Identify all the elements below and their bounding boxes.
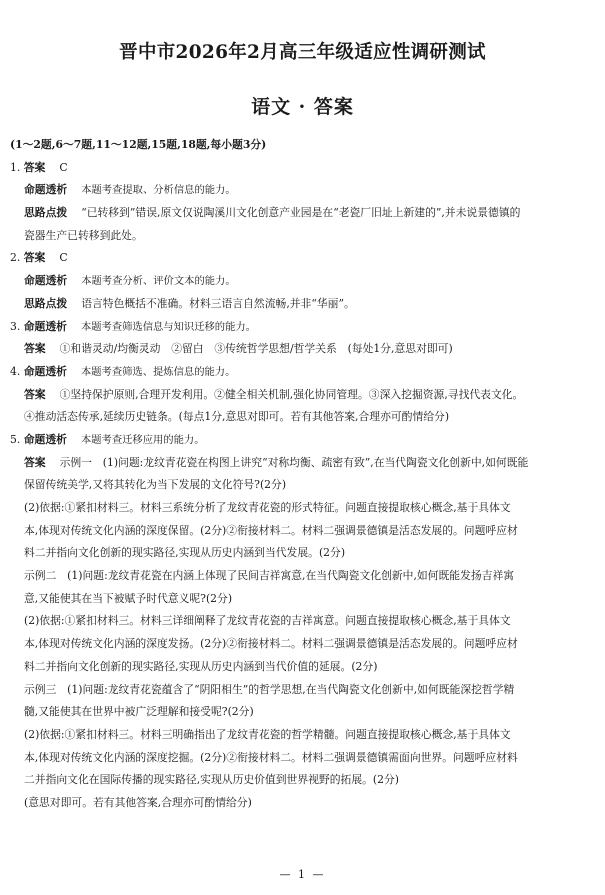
q4-number: 4. [10, 364, 21, 378]
q5-answer-line: (2)依据:①紧扣材料三。材料三详细阐释了龙纹青花瓷的吉祥寓意。问题直接提取核心概念,基于具体文 [24, 614, 511, 628]
q4-analysis-text: 本题考查筛选、提炼信息的能力。 [80, 365, 236, 378]
q2-analysis [10, 270, 594, 293]
q5-analysis-label: 命题透析 [23, 432, 67, 446]
q4-analysis [10, 361, 594, 384]
q5-answer-line: (2)依据:①紧扣材料三。材料三明确指出了龙纹青花瓷的哲学精髓。问题直接提取核心概念,基于具体文 [24, 727, 511, 741]
q3-number: 3. [10, 319, 21, 333]
q2-answer-value: C [59, 251, 68, 265]
q5-answer-line: (意思对即可。若有其他答案,合理亦可酌情给分) [24, 795, 252, 809]
q2-hint-text: 语言特色概括不准确。材料三语言自然流畅,并非“华丽”。 [81, 296, 355, 310]
q5-analysis [10, 429, 594, 452]
q1-answer-label: 答案 [23, 160, 46, 174]
q4-answer [10, 384, 594, 407]
q5-answer-line: 本,体现对传统文化内涵的深度保留。(2分)②衔接材料二。材料二强调景德镇是活态发展的。问题呼应材 [24, 523, 518, 537]
q2-hint [10, 293, 594, 316]
q4-answer-cont: ④推动活态传承,延续历史链条。(每点1分,意思对即可。若有其他答案,合理亦可酌情给分) [24, 410, 450, 424]
q1-answer-value: C [59, 160, 68, 174]
scoring-note: (1～2题,6～7题,11～12题,15题,18题,每小题3分) [10, 138, 267, 151]
q3-analysis-text: 本题考查筛选信息与知识迁移的能力。 [80, 320, 256, 333]
q5-answer-line: 本,体现对传统文化内涵的深度发扬。(2分)②衔接材料二。材料二强调景德镇是活态发展的。问题呼应材 [24, 637, 518, 651]
q2-hint-label: 思路点拨 [24, 296, 68, 310]
q4-answer-label: 答案 [24, 387, 46, 401]
q1-number: 1. [10, 160, 21, 174]
q5-answer-line: 髓,又能使其在世界中被广泛理解和接受呢?(2分) [24, 705, 254, 719]
q1-hint-label: 思路点拨 [24, 206, 68, 220]
q1-analysis [10, 179, 594, 202]
q3-analysis [10, 316, 594, 339]
q1-hint-text: “已转移到”错误,原文仅说陶溪川文化创意产业园是在“老瓷厂旧址上新建的”,并未说景德镇的 [81, 206, 521, 220]
q5-answer-line: (2)依据:①紧扣材料三。材料三系统分析了龙纹青花瓷的形式特征。问题直接提取核心概念,基于具体文 [24, 501, 511, 514]
q3-answer-label: 答案 [24, 342, 46, 356]
q2-analysis-text: 本题考查分析、评价文本的能力。 [81, 275, 236, 288]
q3-answer-text: ①和谐灵动/均衡灵动 ②留白 ③传统哲学思想/哲学关系 (每处1分,意思对即可) [59, 342, 453, 356]
q3-answer [10, 338, 594, 361]
q4-answer-text: ①坚持保护原则,合理开发利用。②健全相关机制,强化协同管理。③深入挖掘资源,寻找代表文化。 [59, 387, 524, 401]
q3-analysis-label: 命题透析 [23, 319, 67, 333]
q2-answer-label: 答案 [23, 251, 46, 265]
q5-analysis-text: 本题考查迁移应用的能力。 [80, 433, 205, 446]
q4-analysis-label: 命题透析 [23, 364, 67, 378]
answer-content [10, 134, 594, 815]
q5-answer-line: 示例二 (1)问题:龙纹青花瓷在内涵上体现了民间吉祥寓意,在当代陶瓷文化创新中,如何既能发扬吉祥寓 [24, 569, 515, 583]
page-title: 晋中市2026年2月高三年级适应性调研测试 [119, 42, 486, 63]
q1-hint-cont: 瓷器生产已转移到此处。 [24, 228, 143, 242]
page-number: — 1 — [279, 868, 326, 881]
q5-answer-line: 保留传统美学,又将其转化为当下发展的文化符号?(2分) [24, 478, 287, 492]
q5-answer-line: 意,又能使其在当下被赋予时代意义呢?(2分) [24, 591, 233, 605]
q5-answer-line: 料二并指向文化创新的现实路径,实现从历史内涵到当代价值的延展。(2分) [24, 659, 378, 673]
q1-hint [10, 202, 594, 225]
q5-number: 5. [10, 432, 21, 446]
q1-analysis-text: 本题考查提取、分析信息的能力。 [81, 184, 236, 197]
q2-analysis-label: 命题透析 [24, 274, 68, 288]
q2-number: 2. [10, 251, 21, 265]
q1-analysis-label: 命题透析 [24, 183, 68, 197]
q5-answer-line: 示例三 (1)问题:龙纹青花瓷蕴含了“阴阳相生”的哲学思想,在当代陶瓷文化创新中,如何既能深挖哲学精 [24, 682, 515, 696]
q1-answer [10, 157, 594, 180]
q5-answer-line: 二并指向文化在国际传播的现实路径,实现从历史价值到世界视野的拓展。(2分) [24, 773, 400, 787]
q2-answer [10, 247, 594, 270]
q5-answer-line: 本,体现对传统文化内涵的深度挖掘。(2分)②衔接材料二。材料二强调景德镇需面向世界。问题呼应材料 [24, 750, 518, 764]
page-subtitle: 语文 · 答案 [251, 96, 354, 118]
q5-answer-label: 答案 [24, 455, 46, 469]
q5-answer-line: 料二并指向文化创新的现实路径,实现从历史内涵到当代发展。(2分) [24, 546, 346, 560]
q5-answer-line: 示例一 (1)问题:龙纹青花瓷在构图上讲究“对称均衡、疏密有致”,在当代陶瓷文化创新中,如何既能 [59, 455, 529, 469]
q5-answer [10, 452, 594, 475]
